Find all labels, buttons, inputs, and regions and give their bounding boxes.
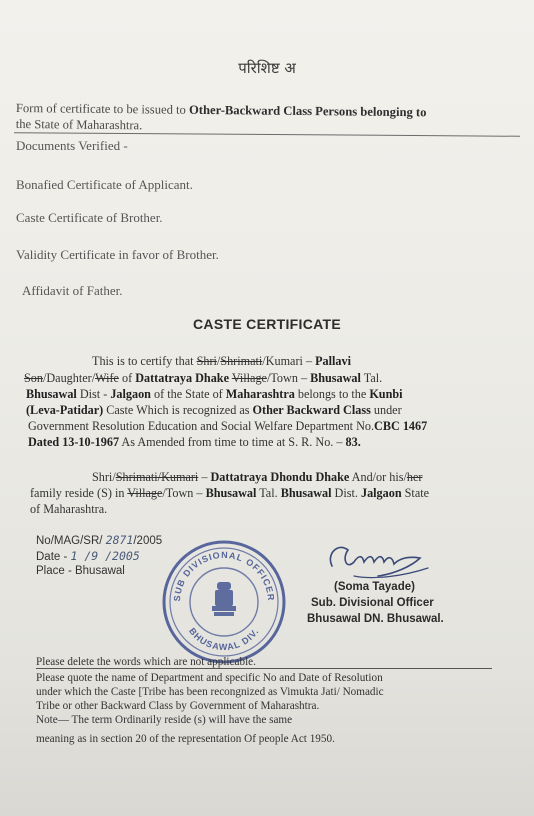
documents-verified-label: Documents Verified - [16, 138, 128, 153]
form-title: Form of certificate to be issued to Other-Backward Class Persons belonging to the State of Maharashtra. [15, 100, 427, 133]
appendix-heading: परिशिष्ट अ [238, 59, 296, 77]
para1-line3: Bhusawal Dist - Jalgaon of the State of Maharashtra belongs to the Kunbi [26, 387, 403, 401]
officer-office: Bhusawal DN. Bhusawal. [307, 613, 444, 625]
officer-signature [324, 536, 434, 584]
note-line2: meaning as in section 20 of the representation Of people Act 1950. [36, 733, 335, 745]
para2-line2: family reside (S) in Village/Town – Bhusawal Tal. Bhusawal Dist. Jalgaon State [30, 486, 430, 500]
para1-line2: Son/Daughter/Wife of Dattatraya Dhake Village/Town – Bhusawal Tal. [24, 371, 383, 385]
officer-designation: Sub. Divisional Officer [311, 597, 434, 609]
delete-note: Please delete the words which are not applicable. [36, 656, 256, 668]
document-item: Caste Certificate of Brother. [16, 210, 163, 225]
note-line1: Note— The term Ordinarily reside (s) will have the same [36, 714, 293, 726]
para2-line1: Shri/Shrimati/Kumari – Dattatraya Dhondu Dhake And/or his/her [92, 470, 423, 484]
quote-note-line1: Please quote the name of Department and specific No and Date of Resolution [36, 672, 383, 684]
document-item: Affidavit of Father. [22, 283, 123, 298]
para1-line6: Dated 13-10-1967 As Amended from time to time at S. R. No. – 83. [28, 435, 361, 449]
svg-text:BHUSAWAL DIV. [187, 626, 261, 652]
para1-line1: This is to certify that Shri/Shrimati/Kumari – Pallavi [92, 354, 351, 368]
para1-line4: (Leva-Patidar) Caste Which is recognized as Other Backward Class under [26, 403, 402, 417]
quote-note-line2: under which the Caste [Tribe has been recongnized as Vimukta Jati/ Nomadic [36, 686, 384, 698]
certificate-title: CASTE CERTIFICATE [193, 316, 341, 332]
quote-note-line3: Tribe or other Backward Class by Government of Maharashtra. [36, 700, 320, 712]
official-seal [160, 538, 288, 666]
notes-rule [36, 668, 492, 669]
issue-place: Place - Bhusawal [36, 565, 125, 577]
officer-name: (Soma Tayade) [334, 581, 415, 593]
emblem-icon [212, 582, 236, 616]
para2-line3: of Maharashtra. [30, 502, 108, 516]
document-item: Validity Certificate in favor of Brother. [16, 247, 219, 262]
document-item: Bonafied Certificate of Applicant. [16, 177, 193, 192]
reference-number: No/MAG/SR/ 2871/2005 [36, 533, 163, 547]
seal-text-top: SUB DIVISIONAL OFFICER [171, 549, 277, 602]
para1-line5: Government Resolution Education and Social Welfare Department No.CBC 1467 [28, 419, 428, 433]
issue-date: Date - 1 /9 /2005 [36, 549, 140, 563]
seal-text-bottom: BHUSAWAL DIV. [187, 625, 261, 653]
